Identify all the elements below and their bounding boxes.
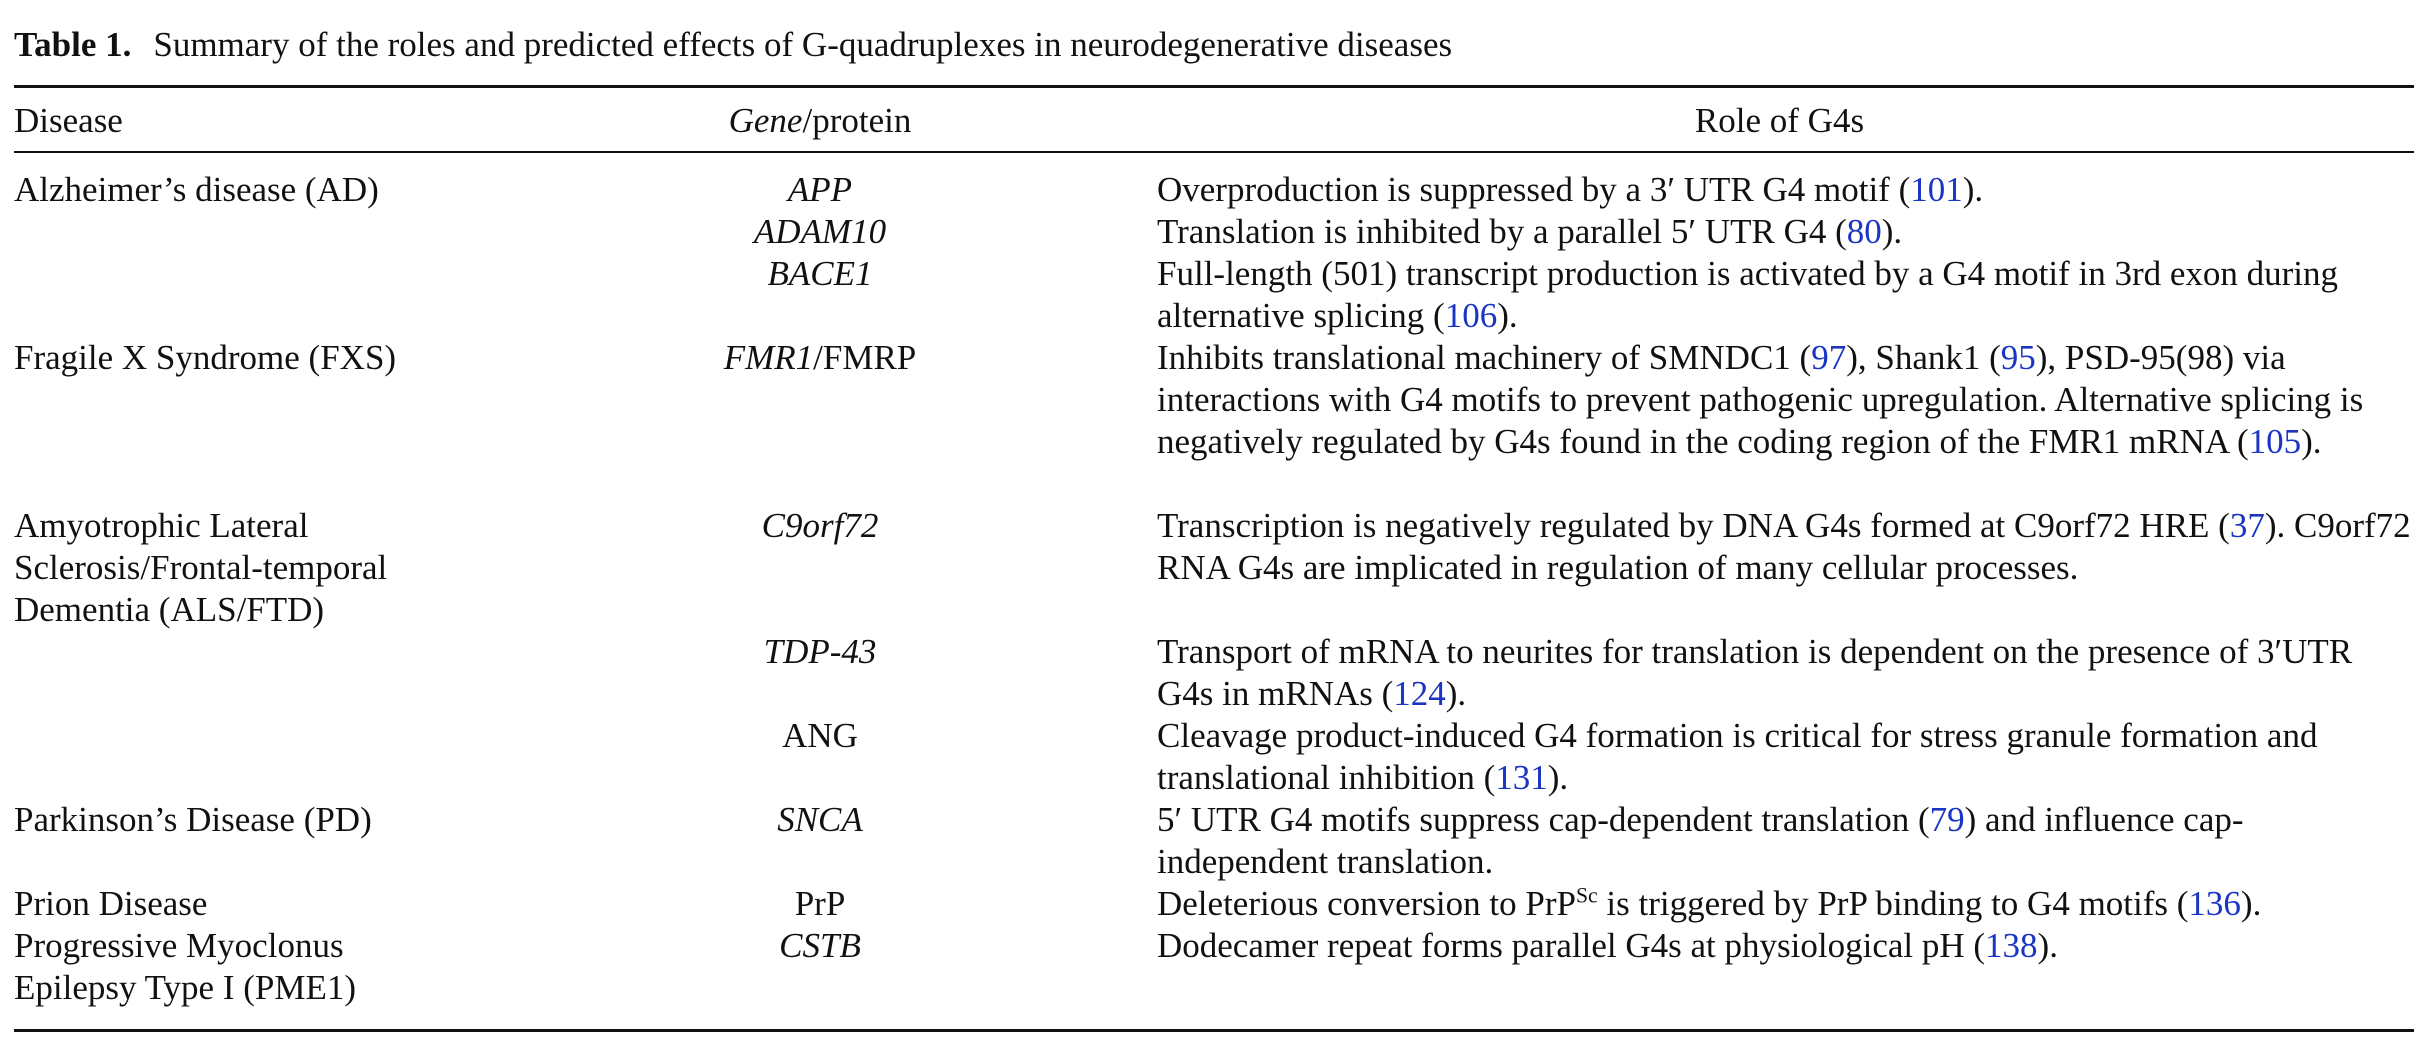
gene-ang: ANG	[782, 716, 858, 755]
role-text: Inhibits translational machinery of SMNDC1 (	[1157, 338, 1812, 377]
role-text: ).	[1547, 758, 1569, 797]
bottom-rule	[14, 1029, 2414, 1032]
role-text: Dodecamer repeat forms parallel G4s at physiological pH (	[1157, 926, 1986, 965]
disease-pme1: Progressive Myoclonus Epilepsy Type I (PME1)	[14, 926, 357, 1007]
disease-fxs: Fragile X Syndrome (FXS)	[14, 338, 397, 377]
header-gene: Gene	[728, 101, 803, 140]
role-text: Transport of mRNA to neurites for translation is dependent on the presence of 3′UTR G4s in mRNAs (	[1157, 632, 2353, 713]
role-cstb	[1157, 925, 2417, 967]
disease-ad: Alzheimer’s disease (AD)	[14, 170, 379, 209]
gene-prp: PrP	[794, 884, 846, 923]
role-text: ), Shank1 (	[1846, 338, 2001, 377]
gene-cstb: CSTB	[779, 926, 861, 965]
role-tdp43	[1157, 631, 2417, 715]
table-caption	[14, 22, 1452, 68]
role-fmr1	[1157, 337, 2417, 463]
role-text: ) and influence cap-independent translation.	[1157, 800, 2244, 881]
protein-name: /FMRP	[813, 338, 917, 377]
gene-c9orf72: C9orf72	[761, 506, 879, 545]
role-text: Full-length (501) transcript production is activated by a G4 motif in 3rd exon during alternative splicing (	[1157, 254, 2339, 335]
gene-fmr1	[640, 337, 1000, 379]
role-text: Deleterious conversion to PrP	[1157, 884, 1576, 923]
role-c9orf72	[1157, 505, 2417, 589]
ref-link[interactable]: 105	[2248, 422, 2302, 461]
gene-adam10: ADAM10	[753, 212, 887, 251]
ref-link[interactable]: 37	[2229, 506, 2265, 545]
role-text: ). C9orf72 RNA G4s are implicated in regulation of many cellular processes.	[1157, 506, 2411, 587]
disease-als-ftd: Amyotrophic Lateral Sclerosis/Frontal-temporal Dementia (ALS/FTD)	[14, 506, 388, 629]
ref-link[interactable]: 97	[1811, 338, 1847, 377]
table-label: Table 1.	[14, 25, 132, 64]
disease-prion: Prion Disease	[14, 884, 208, 923]
role-prp	[1157, 883, 2417, 925]
role-text: ).	[2037, 926, 2058, 965]
role-ang	[1157, 715, 2417, 799]
role-text: Translation is inhibited by a parallel 5′ UTR G4 (	[1157, 212, 1847, 251]
ref-link[interactable]: 124	[1393, 674, 1446, 713]
role-text: is triggered by PrP binding to G4 motifs (	[1597, 884, 2189, 923]
gene-italic: FMR1	[723, 338, 814, 377]
gene-snca: SNCA	[777, 800, 863, 839]
header-role: Role of G4s	[1694, 101, 1865, 140]
ref-link[interactable]: 136	[2188, 884, 2241, 923]
header-gene-protein	[695, 98, 945, 144]
role-adam10	[1157, 211, 2417, 253]
gene-app: APP	[787, 170, 853, 209]
ref-link[interactable]: 138	[1985, 926, 2038, 965]
header-rule	[14, 151, 2414, 153]
role-text: ).	[1962, 170, 1984, 209]
gene-bace1: BACE1	[767, 254, 873, 293]
ref-link[interactable]: 95	[2000, 338, 2036, 377]
role-text: Cleavage product-induced G4 formation is critical for stress granule formation and translational inhibition (	[1157, 716, 2318, 797]
role-text: ).	[1445, 674, 1467, 713]
header-protein: /protein	[802, 101, 912, 140]
role-text: ), PSD-95(98) via interactions with G4 motifs to prevent pathogenic upregulation. Alternative splicing is negatively regulated by G4s found in the coding region of the FMR1 mRNA (	[1157, 338, 2364, 461]
gene-tdp43: TDP-43	[763, 632, 877, 671]
header-disease: Disease	[14, 101, 123, 140]
role-app	[1157, 169, 2417, 211]
table-title: Summary of the roles and predicted effects of G-quadruplexes in neurodegenerative diseases	[153, 25, 1453, 64]
role-text: Overproduction is suppressed by a 3′ UTR G4 motif (	[1157, 170, 1911, 209]
ref-link[interactable]: 106	[1444, 296, 1498, 335]
superscript-sc: Sc	[1575, 883, 1598, 908]
role-snca	[1157, 799, 2317, 883]
ref-link[interactable]: 131	[1495, 758, 1548, 797]
ref-link[interactable]: 101	[1910, 170, 1963, 209]
role-text: 5′ UTR G4 motifs suppress cap-dependent translation (	[1157, 800, 1930, 839]
role-text: ).	[2240, 884, 2262, 923]
ref-link[interactable]: 80	[1846, 212, 1882, 251]
role-text: Transcription is negatively regulated by DNA G4s formed at C9orf72 HRE (	[1157, 506, 2230, 545]
role-text: ).	[1881, 212, 1903, 251]
role-text: ).	[2301, 422, 2322, 461]
disease-pd: Parkinson’s Disease (PD)	[14, 800, 372, 839]
top-rule	[14, 85, 2414, 88]
role-bace1	[1157, 253, 2417, 337]
role-text: ).	[1497, 296, 1518, 335]
ref-link[interactable]: 79	[1929, 800, 1965, 839]
